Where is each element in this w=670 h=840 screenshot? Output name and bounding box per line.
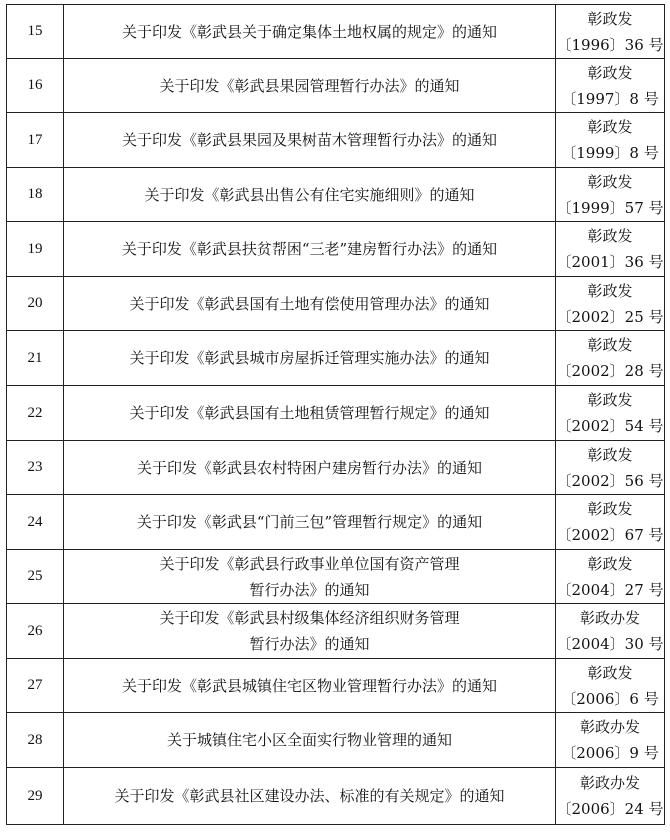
document-number xyxy=(556,604,665,659)
document-number xyxy=(556,59,665,113)
row-number: 16 xyxy=(7,59,64,113)
document-number-line: 〔1996〕36 号 xyxy=(556,35,664,54)
notice-title-line: 关于印发《彰武县城市房屋拆迁管理实施办法》的通知 xyxy=(129,349,490,367)
notice-title xyxy=(64,713,556,768)
table-row xyxy=(7,59,665,113)
notice-title xyxy=(64,495,556,550)
notice-title xyxy=(64,768,556,825)
row-number: 26 xyxy=(7,604,64,659)
row-number: 21 xyxy=(7,331,64,386)
table-row xyxy=(7,495,665,550)
document-number-line: 彰政发 xyxy=(587,227,633,245)
notice-title-line: 关于印发《彰武县村级集体经济组织财务管理 xyxy=(159,609,460,627)
document-number-line: 彰政发 xyxy=(587,118,633,136)
document-number-line: 〔2006〕24 号 xyxy=(556,800,664,818)
document-number-line: 彰政发 xyxy=(587,445,633,464)
notice-title-line: 暂行办法》的通知 xyxy=(249,580,370,599)
row-number: 29 xyxy=(7,768,64,825)
document-number-line: 彰政发 xyxy=(587,391,633,409)
table-row xyxy=(7,604,665,659)
table-row xyxy=(7,713,665,768)
document-number-line: 彰政发 xyxy=(587,554,633,573)
row-number: 15 xyxy=(7,5,64,59)
row-number: 22 xyxy=(7,386,64,441)
table-row xyxy=(7,168,665,222)
document-number-line: 彰政发 xyxy=(587,9,633,28)
table-row xyxy=(7,222,665,277)
document-number xyxy=(556,550,665,604)
document-number-line: 〔2002〕67 号 xyxy=(556,526,664,544)
row-number: 20 xyxy=(7,277,64,331)
document-number-line: 〔2002〕56 号 xyxy=(556,471,664,490)
notice-title-line: 关于印发《彰武县国有土地有偿使用管理办法》的通知 xyxy=(129,294,490,313)
notice-title xyxy=(64,659,556,713)
notice-title-line: 关于印发《彰武县社区建设办法、标准的有关规定》的通知 xyxy=(114,787,505,805)
document-number xyxy=(556,277,665,331)
document-number-line: 〔1997〕8 号 xyxy=(561,89,659,108)
table-row xyxy=(7,113,665,168)
document-number-line: 彰政发 xyxy=(587,172,633,191)
document-number-line: 〔1999〕8 号 xyxy=(561,144,659,162)
notice-title-line: 暂行办法》的通知 xyxy=(249,635,370,653)
notice-title xyxy=(64,277,556,331)
document-number-line: 〔2004〕27 号 xyxy=(556,580,664,599)
document-number-line: 〔2006〕6 号 xyxy=(561,689,659,708)
document-number-line: 〔1999〕57 号 xyxy=(556,198,664,217)
table-row xyxy=(7,277,665,331)
document-number xyxy=(556,168,665,222)
row-number: 19 xyxy=(7,222,64,277)
row-number: 27 xyxy=(7,659,64,713)
document-number xyxy=(556,495,665,550)
notice-title-line: 关于印发《彰武县农村特困户建房暂行办法》的通知 xyxy=(136,458,482,477)
document-number-line: 〔2001〕36 号 xyxy=(556,253,664,271)
table-body xyxy=(7,5,665,825)
document-number xyxy=(556,222,665,277)
notice-title xyxy=(64,59,556,113)
notice-title-line: 关于印发《彰武县城镇住宅区物业管理暂行办法》的通知 xyxy=(121,676,497,695)
notice-title-line: 关于印发《彰武县果园及果树苗木管理暂行办法》的通知 xyxy=(121,131,497,149)
document-number xyxy=(556,331,665,386)
document-number-line: 〔2002〕28 号 xyxy=(556,362,664,380)
notice-title xyxy=(64,168,556,222)
notice-title xyxy=(64,222,556,277)
notice-title-line: 关于印发《彰武县国有土地租赁管理暂行规定》的通知 xyxy=(129,404,490,422)
document-number xyxy=(556,768,665,825)
document-number-line: 彰政办发 xyxy=(579,609,640,627)
notice-title xyxy=(64,441,556,495)
document-list-table xyxy=(6,4,665,825)
document-number-line: 〔2002〕54 号 xyxy=(556,417,664,435)
document-number xyxy=(556,659,665,713)
row-number: 17 xyxy=(7,113,64,168)
row-number: 28 xyxy=(7,713,64,768)
notice-title-line: 关于印发《彰武县出售公有住宅实施细则》的通知 xyxy=(144,185,475,204)
document-number-line: 彰政发 xyxy=(587,663,633,682)
document-number xyxy=(556,713,665,768)
document-number-line: 彰政发 xyxy=(587,336,633,354)
table-row xyxy=(7,331,665,386)
table-row xyxy=(7,550,665,604)
document-number-line: 彰政发 xyxy=(587,63,633,82)
table-row xyxy=(7,441,665,495)
document-number-line: 彰政办发 xyxy=(579,774,640,792)
table-row xyxy=(7,5,665,59)
notice-title-line: 关于印发《彰武县果园管理暂行办法》的通知 xyxy=(159,76,460,95)
row-number: 25 xyxy=(7,550,64,604)
notice-title xyxy=(64,5,556,59)
document-number xyxy=(556,113,665,168)
notice-title xyxy=(64,604,556,659)
notice-title xyxy=(64,550,556,604)
row-number: 23 xyxy=(7,441,64,495)
document-number-line: 〔2002〕25 号 xyxy=(556,307,664,326)
table-row xyxy=(7,768,665,825)
notice-title xyxy=(64,113,556,168)
notice-title xyxy=(64,331,556,386)
document-number xyxy=(556,5,665,59)
notice-title-line: 关于印发《彰武县行政事业单位国有资产管理 xyxy=(159,554,460,573)
document-number-line: 彰政办发 xyxy=(579,718,640,736)
notice-title-line: 关于印发《彰武县扶贫帮困“三老”建房暂行办法》的通知 xyxy=(121,240,498,258)
document-number xyxy=(556,386,665,441)
table-row xyxy=(7,386,665,441)
document-number-line: 〔2006〕9 号 xyxy=(561,744,659,762)
document-number-line: 〔2004〕30 号 xyxy=(556,635,664,653)
notice-title-line: 关于印发《彰武县“门前三包”管理暂行规定》的通知 xyxy=(136,513,483,531)
notice-title xyxy=(64,386,556,441)
notice-title-line: 关于印发《彰武县关于确定集体土地权属的规定》的通知 xyxy=(121,22,497,41)
document-number-line: 彰政发 xyxy=(587,281,633,300)
document-number xyxy=(556,441,665,495)
row-number: 24 xyxy=(7,495,64,550)
notice-title-line: 关于城镇住宅小区全面实行物业管理的通知 xyxy=(166,731,452,749)
document-number-line: 彰政发 xyxy=(587,500,633,518)
table-row xyxy=(7,659,665,713)
row-number: 18 xyxy=(7,168,64,222)
